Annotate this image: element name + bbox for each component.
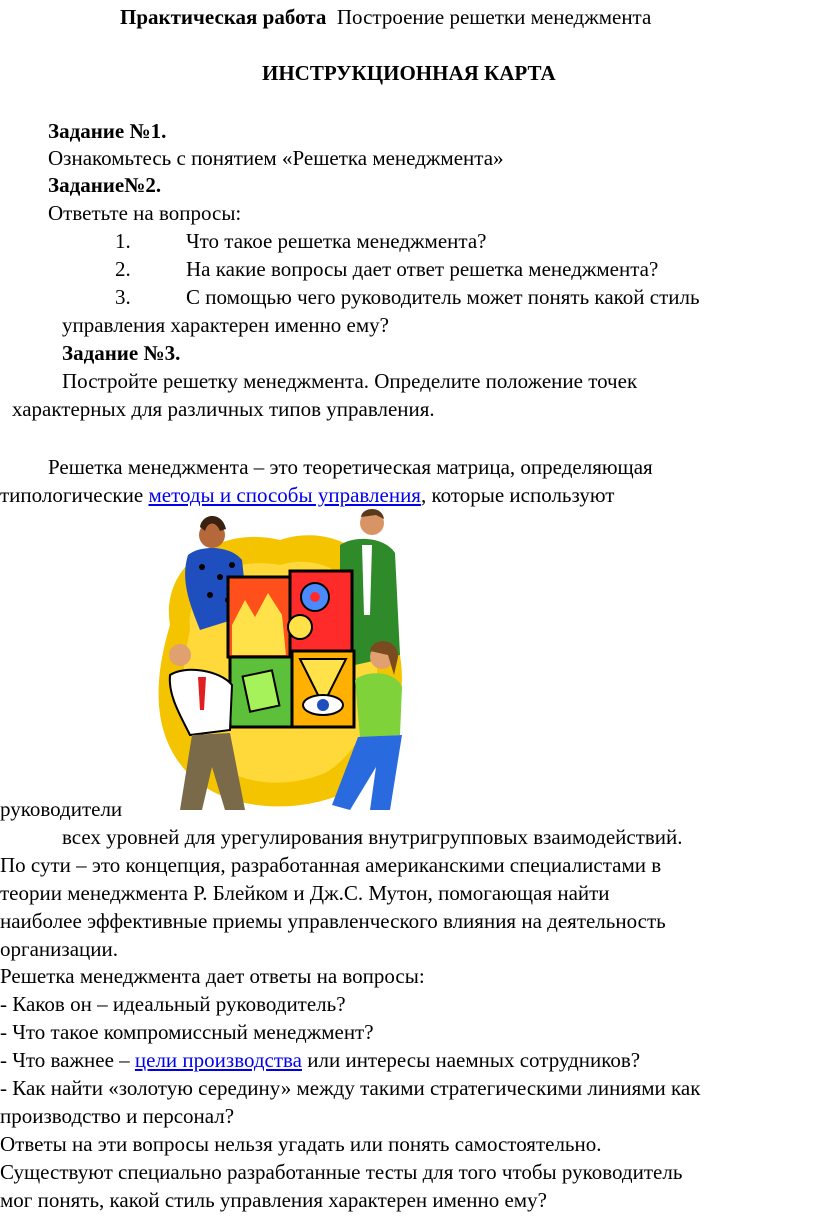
doc-title — [120, 4, 651, 30]
para2-line4: наиболее эффективные приемы управленческого влияния на деятельность — [0, 909, 666, 933]
para1-line3: руководители — [0, 797, 123, 821]
task3-line1: Постройте решетку менеджмента. Определите положение точек — [62, 369, 638, 393]
bullet-3-text: - Что важнее – — [0, 1048, 135, 1072]
task1-title: Задание №1. — [48, 119, 167, 143]
bullet-4-line2: производство и персонал? — [0, 1104, 235, 1128]
bullet-1: - Каков он – идеальный руководитель? — [0, 992, 346, 1016]
task3-title: Задание №3. — [62, 341, 181, 365]
bullet-4-line1: - Как найти «золотую середину» между такими стратегическими линиями как — [0, 1076, 701, 1100]
question-3-line2: управления характерен именно ему? — [62, 313, 389, 337]
bullet-2: - Что такое компромиссный менеджмент? — [0, 1020, 374, 1044]
link-methods[interactable]: методы и способы управления — [148, 483, 421, 507]
para1-line1: Решетка менеджмента – это теоретическая матрица, определяющая — [48, 455, 653, 479]
para5-line2: мог понять, какой стиль управления характерен именно ему? — [0, 1188, 547, 1212]
bullet-3-text-after: или интересы наемных сотрудников? — [302, 1048, 641, 1072]
task1-text: Ознакомьтесь с понятием «Решетка менеджмента» — [48, 146, 504, 170]
link-production-goals[interactable]: цели производства — [134, 1048, 302, 1072]
question-3-number: 3. — [115, 285, 131, 309]
para1-text-after: , которые используют — [420, 483, 615, 507]
task2-text: Ответьте на вопросы: — [48, 201, 242, 225]
doc-title-rest: Построение решетки менеджмента — [336, 5, 652, 29]
question-1-number: 1. — [115, 229, 131, 253]
para1-text: типологические — [0, 483, 149, 507]
question-1: Что такое решетка менеджмента? — [186, 229, 487, 253]
para2-line2: По сути – это концепция, разработанная американскими специалистами в — [0, 853, 662, 877]
task3-line2: характерных для различных типов управления. — [12, 397, 435, 421]
question-2-number: 2. — [115, 257, 131, 281]
para4: Ответы на эти вопросы нельзя угадать или понять самостоятельно. — [0, 1132, 602, 1156]
para5-line1: Существуют специально разработанные тесты для того чтобы руководитель — [0, 1160, 683, 1184]
doc-subtitle: ИНСТРУКЦИОННАЯ КАРТА — [262, 61, 556, 85]
para2-line5: организации. — [0, 937, 118, 961]
doc-title-bold: Практическая работа — [120, 5, 327, 29]
question-3-line1: С помощью чего руководитель может понять какой стиль — [186, 285, 700, 309]
bullet-3 — [0, 1047, 640, 1073]
team-puzzle-illustration — [150, 505, 410, 815]
para2-line3: теории менеджмента Р. Блейком и Дж.С. Мутон, помогающая найти — [0, 881, 610, 905]
task2-title: Задание№2. — [48, 173, 162, 197]
question-2: На какие вопросы дает ответ решетка менеджмента? — [186, 257, 659, 281]
para2-line1: всех уровней для урегулирования внутригрупповых взаимодействий. — [62, 825, 683, 849]
para3: Решетка менеджмента дает ответы на вопросы: — [0, 964, 425, 988]
